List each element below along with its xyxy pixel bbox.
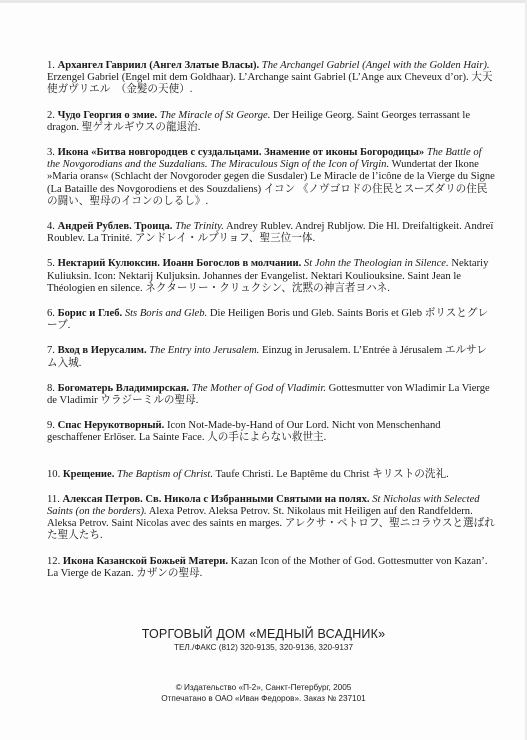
entry-translations: Einzug in Jerusalem. L’Entrée à Jérusalem [261, 345, 443, 357]
icon-caption-list [47, 60, 495, 580]
printer-line: Отпечатано в ОАО «Иван Федоров». Заказ № 237101 [161, 694, 366, 703]
caption-entry-3 [47, 147, 495, 208]
entry-number: 12. [47, 555, 61, 567]
entry-number: 2. [47, 109, 55, 121]
entry-translations: Taufe Christi. Le Baptême du Christ [215, 468, 370, 480]
entry-translations: Erzengel Gabriel (Engel mit dem Goldhaar). L’Archange saint Gabriel (L’Ange aux Cheveux d’or). [47, 72, 469, 84]
copyright-line: © Издательство «П-2», Санкт-Петербург, 2005 [175, 683, 352, 692]
caption-entry-2 [47, 110, 495, 134]
entry-japanese-title: カザンの聖母. [136, 567, 203, 579]
entry-number: 10. [47, 468, 61, 480]
entry-russian-title: Борис и Глеб. [57, 308, 123, 320]
entry-english-title: Sts Boris and Gleb. [124, 308, 208, 320]
entry-translations: Andrey Rublev. Andrej Rubljow. Die Hl. Dreifaltigkeit. Andreï Roublev. La Trinité. [47, 221, 494, 245]
caption-entry-8 [47, 383, 495, 407]
entry-translations: Kazan Icon of the Mother of God. Gottesmutter von Kazan’. La Vierge de Kazan. [47, 555, 488, 579]
entry-russian-title: Икона «Битва новгородцев с суздальцами. Знамение от иконы Богородицы» [57, 147, 425, 159]
entry-russian-title: Вход в Иерусалим. [57, 345, 147, 357]
entry-japanese-title: アンドレイ・ルブリョフ、聖三位一体. [134, 233, 316, 245]
entry-russian-title: Нектарий Кулюксин. Иоанн Богослов в молчании. [57, 258, 302, 270]
entry-english-title: St John the Theologian in Silence. [303, 258, 449, 270]
entry-japanese-title: ネクターリー・クリュクシン、沈黙の神言者ヨハネ. [145, 282, 390, 294]
entry-english-title: The Battle of the Novgorodians and the Suzdalians. The Miraculous Sign of the Icon of Virgin. [47, 147, 482, 171]
entry-english-title: The Entry into Jerusalem. [149, 345, 260, 357]
entry-japanese-title: 聖ゲオルギウスの龍退治. [81, 121, 201, 133]
entry-number: 9. [47, 420, 55, 432]
entry-japanese-title: ボリスとグレーブ. [47, 308, 489, 332]
entry-english-title: The Trinity. [175, 221, 224, 233]
entry-number: 4. [47, 221, 55, 233]
entry-number: 8. [47, 382, 55, 394]
entry-russian-title: Спас Нерукотворный. [57, 420, 165, 432]
entry-russian-title: Икона Казанской Божьей Матери. [62, 555, 229, 567]
entry-japanese-title: キリストの洗礼. [372, 468, 449, 480]
entry-translations: Alexa Petrov. Aleksa Petrov. St. Nikolaus mit Heiligen auf den Randfeldern. Aleksa Petrov. Saint Nicolas avec des saints en marges. [47, 506, 473, 530]
caption-entry-7 [47, 345, 495, 369]
caption-entry-12 [47, 556, 495, 580]
caption-entry-1 [47, 60, 495, 97]
entry-english-title: The Mother of God of Vladimir. [191, 382, 326, 394]
entry-number: 6. [47, 308, 55, 320]
caption-entry-6 [47, 308, 495, 332]
entry-translations: Nektariy Kuliuksin. Icon: Nektarij Kuljuksin. Johannes der Evangelist. Nektari Kouliouksine. Saint Jean le Théologien en silence. [47, 258, 489, 294]
entry-translations: Icon Not-Made-by-Hand of Our Lord. Nicht von Menschenhand geschaffener Erlöser. La Sainte Face. [47, 420, 441, 444]
caption-entry-5 [47, 258, 495, 295]
entry-japanese-title: 人の手によらない救世主. [207, 432, 327, 444]
entry-japanese-title: イコン 《ノヴゴロドの住民とスーズダリの住民の闘い、聖母のイコンのしるし》. [47, 183, 488, 207]
caption-entry-9 [47, 420, 495, 444]
entry-english-title: The Baptism of Christ. [117, 468, 213, 480]
entry-russian-title: Крещение. [62, 468, 115, 480]
publisher-phone: ТЕЛ./ФАКС (812) 320-9135, 320-9136, 320-9137 [173, 643, 354, 652]
entry-number: 1. [47, 60, 55, 71]
entry-english-title: The Miracle of St George. [159, 109, 271, 121]
entry-japanese-title: 大天使ガヴリエル （金髪の天使）. [47, 72, 493, 96]
entry-number: 3. [47, 147, 55, 159]
entry-japanese-title: エルサレム入城. [47, 345, 488, 369]
entry-translations: Gottesmutter von Wladimir La Vierge de Vladimir [47, 382, 490, 407]
entry-translations: Die Heiligen Boris und Gleb. Saints Boris et Gleb [209, 308, 423, 320]
entry-number: 5. [47, 258, 55, 270]
entry-translations: Wundertat der Ikone »Maria orans« (Schlacht der Novgoroder gegen die Susdaler) Le Miracle de l’icône de la Vierge du Signe (La Bataille des Novgorodiens et des Souzdaliens) [47, 159, 495, 195]
entry-russian-title: Алексая Петров. Св. Никола с Избранными Святыми на полях. [62, 493, 370, 505]
entry-english-title: The Archangel Gabriel (Angel with the Golden Hair). [261, 60, 490, 71]
entry-russian-title: Архангел Гавриил (Ангел Златые Власы). [57, 60, 260, 71]
entry-russian-title: Андрей Рублев. Троица. [57, 221, 173, 233]
page-top-edge [0, 0, 527, 3]
entry-japanese-title: アレクサ・ペトロフ、聖ニコラウスと選ばれた聖人たち. [47, 518, 495, 542]
entry-japanese-title: ウラジーミルの聖母. [100, 395, 199, 407]
caption-entry-11 [47, 494, 495, 543]
entry-translations: Der Heilige Georg. Saint Georges terrassant le dragon. [47, 109, 471, 133]
entry-number: 7. [47, 345, 55, 357]
entry-russian-title: Чудо Георгия о змие. [57, 109, 158, 121]
caption-entry-10 [47, 469, 495, 481]
entry-russian-title: Богоматерь Владимирская. [57, 382, 190, 394]
caption-entry-4 [47, 221, 495, 245]
entry-english-title: St Nicholas with Selected Saints (on the borders). [47, 493, 480, 518]
publisher-name: ТОРГОВЫЙ ДОМ «МЕДНЫЙ ВСАДНИК» [141, 627, 386, 641]
entry-number: 11. [47, 493, 60, 505]
